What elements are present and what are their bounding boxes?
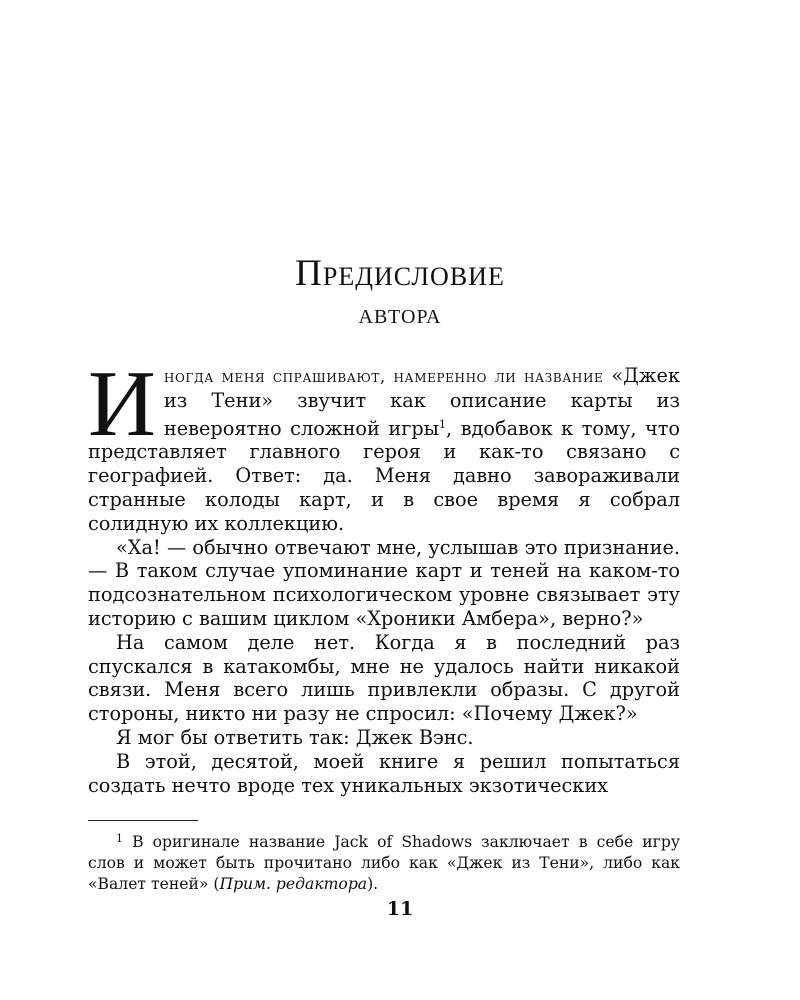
footnote-text-a: В оригинале название Jack of Shadows заключает в себе игру слов и может быть прочитано либо как «Джек из Тени», либо как «Валет теней» ( bbox=[88, 833, 680, 893]
paragraph-1-text-a: «Джек из Тени» звучит как описание карты из невероятно сложной игры bbox=[163, 364, 680, 440]
footnote-text-b: ). bbox=[367, 875, 379, 893]
paragraph-1-text-b: , вдобавок к тому, что представляет главного героя и как-то связано с географией. Ответ: да. Меня давно завораживали странные колоды карт, и в свое время я собрал солидную их коллекцию. bbox=[88, 416, 681, 535]
body-text bbox=[88, 352, 681, 797]
chapter-title bbox=[0, 252, 800, 332]
lead-in-smallcaps: ногда меня спрашивают, намеренно ли название bbox=[163, 367, 604, 386]
footnote-text bbox=[88, 828, 680, 895]
footnote-reference[interactable]: 1 bbox=[439, 417, 447, 431]
chapter-title-line1: Предисловие bbox=[295, 253, 505, 294]
footnote-italic: Прим. редактора bbox=[219, 875, 368, 893]
drop-cap: И bbox=[88, 352, 156, 456]
chapter-title-line2: автора bbox=[358, 298, 442, 330]
paragraph-4: Я мог бы ответить так: Джек Вэнс. bbox=[116, 725, 474, 749]
footnote bbox=[88, 828, 680, 895]
paragraph-5: В этой, десятой, моей книге я решил попытаться создать нечто вроде тех уникальных экзотических bbox=[88, 749, 680, 797]
paragraph-3: На самом деле нет. Когда я в последний раз спускался в катакомбы, мне не удалось найти никакой связи. Меня всего лишь привлекли образы. С другой стороны, никто ни разу не спросил: «Почему Джек?» bbox=[88, 630, 680, 726]
page-number: 11 bbox=[386, 898, 414, 920]
footnote-mark: 1 bbox=[116, 832, 123, 845]
footnote-divider bbox=[88, 820, 198, 821]
paragraph-1 bbox=[88, 352, 681, 536]
paragraph-2: «Ха! — обычно отвечают мне, услышав это признание. — В таком случае упоминание карт и теней на каком-то подсознательном психологическом уровне связывает эту историю с вашим циклом «Хроники Амбера», верно?» bbox=[88, 535, 680, 630]
